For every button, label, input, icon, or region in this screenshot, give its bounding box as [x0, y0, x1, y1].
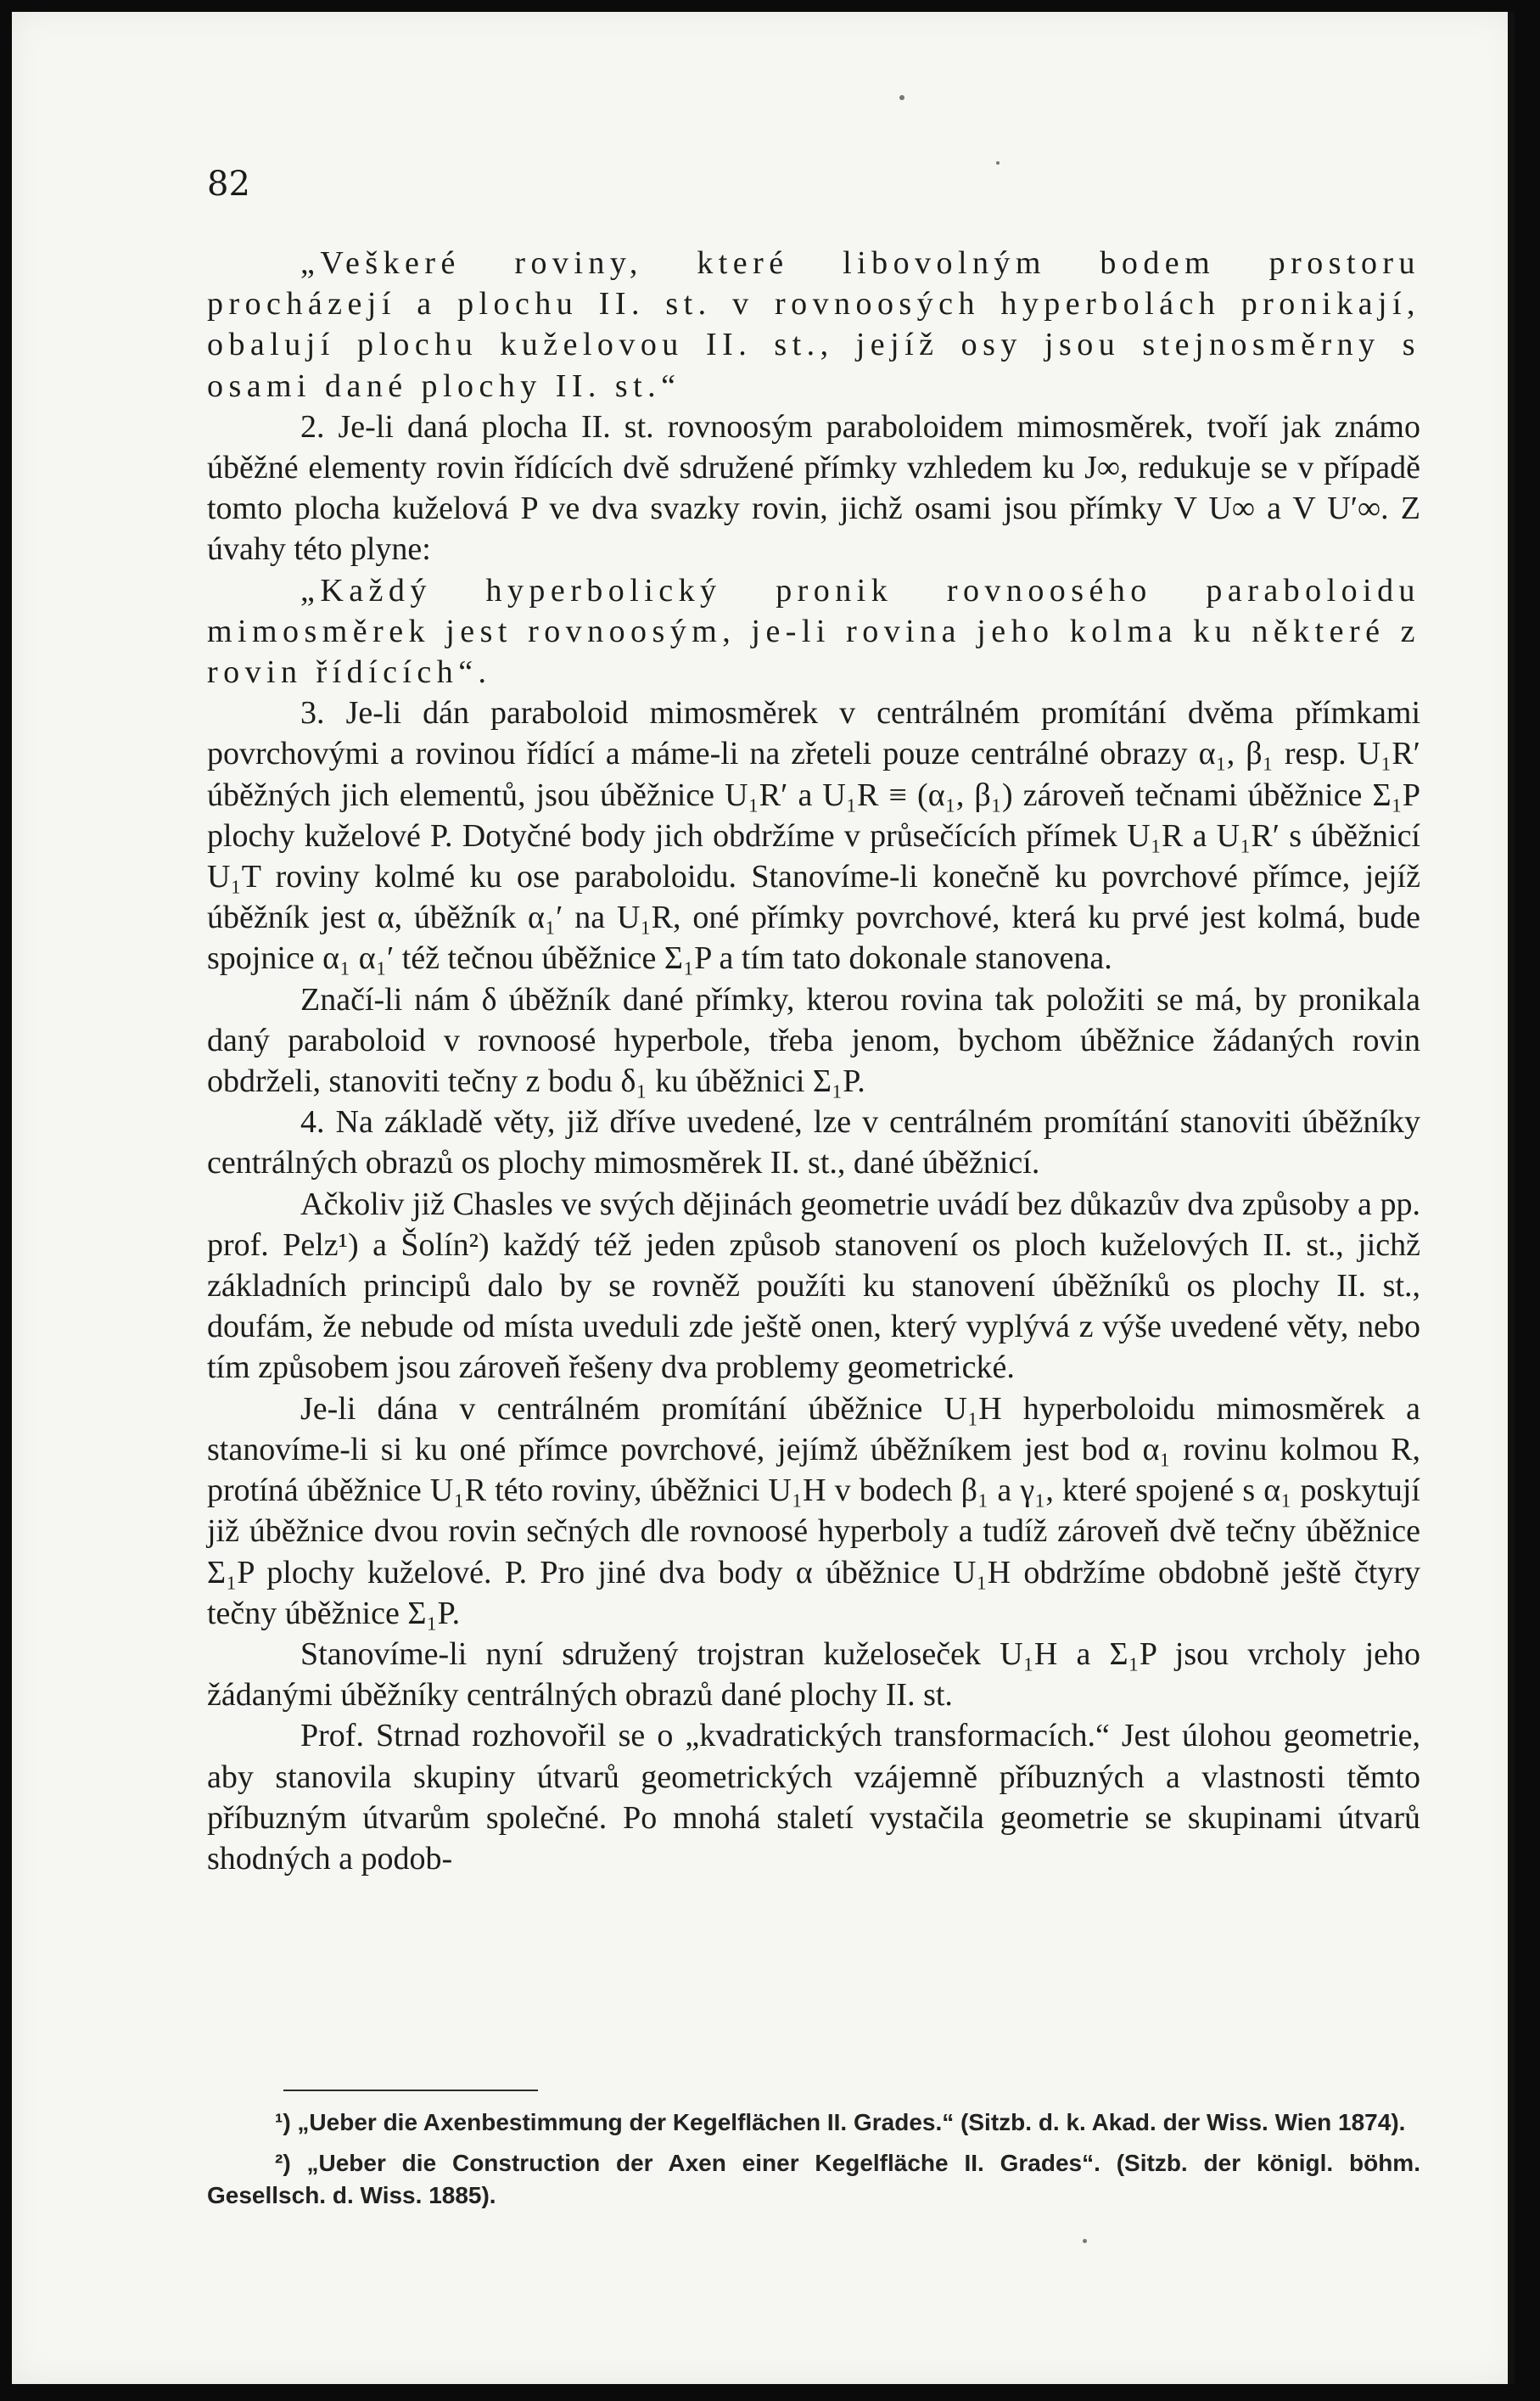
paragraph: Stanovíme-li nyní sdružený trojstran kuželoseček U₁H a Σ₁P jsou vrcholy jeho žádanými úběžníky centrálných obrazů dané plochy II. st. [207, 1635, 1420, 1714]
paragraph: 2. Je-li daná plocha II. st. rovnoosým paraboloidem mimosměrek, tvoří jak známo úběžné elementy rovin řídících dvě sdružené přímky vzhledem ku J∞, redukuje se v případě tomto plocha kuželová P ve dva svazky rovin, jichž osami jsou přímky V U∞ a V U′∞. Z úvahy této plyne: [207, 408, 1420, 568]
paragraph: Prof. Strnad rozhovořil se o „kvadratických transformacích.“ Jest úlohou geometrie, aby stanovila skupiny útvarů geometrických vzájemně příbuzných a vlastnosti těmto příbuzným útvarům společné. Po mnohá staletí vystačila geometrie se skupinami útvarů shodných a podob- [207, 1718, 1420, 1876]
scan-edge [1508, 12, 1515, 2384]
paragraph: „Veškeré roviny, které libovolným bodem prostoru procházejí a plochu II. st. v rovnoosých hyperbolách pronikají, obalují plochu kuželovou II. st., jejíž osy jsou stejnosměrny s osami dané plochy II. st.“ [207, 245, 1420, 404]
scan-speck [899, 95, 904, 100]
footnote: ¹) „Ueber die Axenbestimmung der Kegelflächen II. Grades.“ (Sitzb. d. k. Akad. der Wiss. Wien 1874). [275, 2109, 1406, 2135]
scan-speck [996, 161, 1000, 165]
paragraph: Ačkoliv již Chasles ve svých dějinách geometrie uvádí bez důkazův dva způsoby a pp. prof. Pelz¹) a Šolín²) každý též jeden způsob stanovení os ploch kuželových II. st., jichž základních principů dalo by se rovněž použíti ku stanovení úběžníků os plochy II. st., doufám, že nebude od místa uveduli zde ještě onen, který vyplývá z výše uvedené věty, nebo tím způsobem jsou zároveň řešeny dva problemy geometrické. [207, 1186, 1420, 1386]
paragraph: „Každý hyperbolický pronik rovnoosého paraboloidu mimosměrek jest rovnoosým, je-li rovina jeho kolma ku některé z rovin řídících“. [207, 572, 1420, 691]
page-number: 82 [207, 165, 250, 204]
paragraph: 4. Na základě věty, již dříve uvedené, lze v centrálném promítání stanoviti úběžníky centrálných obrazů os plochy mimosměrek II. st., dané úběžnicí. [207, 1104, 1420, 1181]
footnote-rule [283, 2090, 538, 2091]
scanned-page [12, 12, 1515, 2384]
paragraph: Je-li dána v centrálném promítání úběžnice U₁H hyperboloidu mimosměrek a stanovíme-li si ku oné přímce povrchové, jejímž úběžníkem jest bod α₁ rovinu kolmou R, protíná úběžnice U₁R této roviny, úběžnici U₁H v bodech β₁ a γ₁, které spojené s α₁ poskytují již úběžnice dvou rovin sečných dle rovnoosé hyperboly a tudíž zároveň dvě tečny úběžnice Σ₁P plochy kuželové. P. Pro jiné dva body α úběžnice U₁H obdržíme obdobně ještě čtyry tečny úběžnice Σ₁P. [207, 1390, 1420, 1631]
footnote: ²) „Ueber die Construction der Axen einer Kegelfläche II. Grades“. (Sitzb. der königl. böhm. Gesellsch. d. Wiss. 1885). [207, 2150, 1420, 2208]
body-text [207, 243, 1420, 1879]
paragraph: 3. Je-li dán paraboloid mimosměrek v centrálném promítání dvěma přímkami povrchovými a rovinou řídící a máme-li na zřeteli pouze centrálné obrazy α₁, β₁ resp. U₁R′ úběžných jich elementů, jsou úběžnice U₁R′ a U₁R ≡ (α₁, β₁) zároveň tečnami úběžnice Σ₁P plochy kuželové P. Dotyčné body jich obdržíme v průsečících přímek U₁R a U₁R′ s úběžnicí U₁T roviny kolmé ku ose paraboloidu. Stanovíme-li konečně ku povrchové přímce, jejíž úběžník jest α, úběžník α₁′ na U₁R, oné přímky povrchové, která ku prvé jest kolmá, bude spojnice α₁ α₁′ též tečnou úběžnice Σ₁P a tím tato dokonale stanovena. [207, 695, 1420, 977]
footnotes [207, 2106, 1420, 2220]
scan-speck [1083, 2239, 1087, 2243]
paragraph: Značí-li nám δ úběžník dané přímky, kterou rovina tak položiti se má, by pronikala daný paraboloid v rovnoosé hyperbole, třeba jenom, bychom úběžnice žádaných rovin obdrželi, stanoviti tečny z bodu δ₁ ku úběžnici Σ₁P. [207, 981, 1420, 1100]
